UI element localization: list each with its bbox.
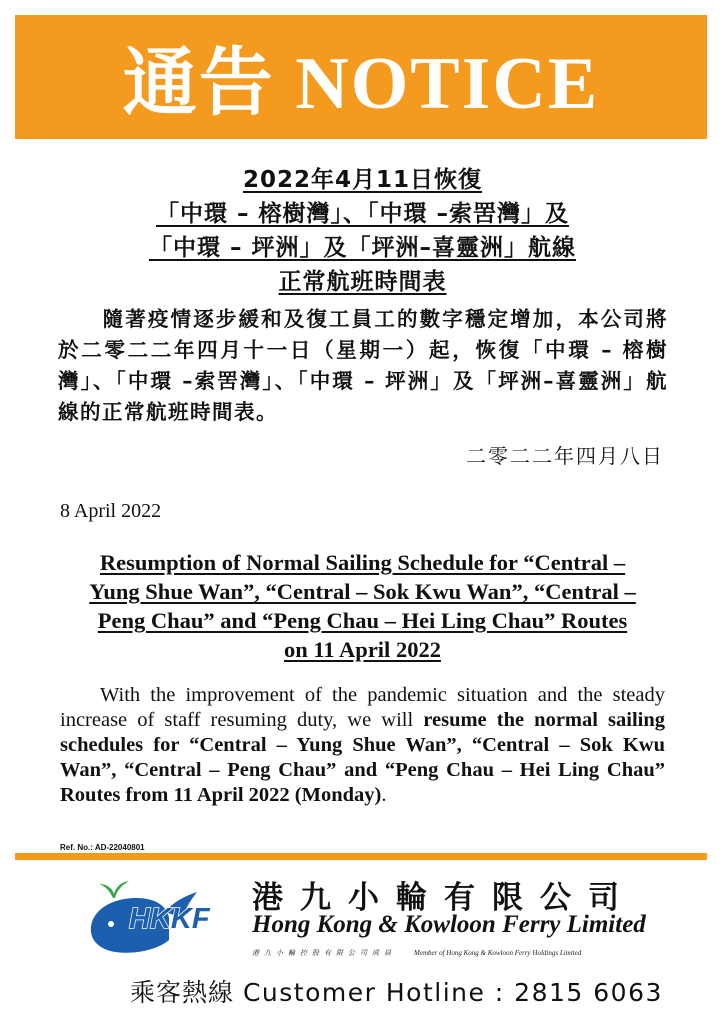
chinese-heading-line: 「中環 – 榕樹灣」、「中環 –索罟灣」及	[155, 201, 570, 227]
water-spout-icon	[99, 881, 129, 898]
member-text-chinese: 港九小輪控股有限公司成員	[252, 949, 396, 957]
hotline-label-english: Customer Hotline : 2815 6063	[242, 978, 663, 1007]
chinese-heading-line: 正常航班時間表	[278, 269, 447, 295]
member-text-english: Member of Hong Kong & Kowloon Ferry Holdings Limited	[414, 949, 582, 957]
chinese-body	[58, 304, 668, 428]
chinese-heading-line: 「中環 – 坪洲」及「坪洲–喜靈洲」航線	[148, 235, 576, 261]
chinese-heading-line: 2022年4月11日恢復	[242, 167, 483, 193]
english-date: 8 April 2022	[60, 500, 162, 522]
hkkf-logo	[85, 878, 235, 958]
english-heading	[55, 548, 670, 664]
reference-number: Ref. No.: AD-22040801	[60, 843, 145, 852]
logo-text: HKKF	[129, 903, 210, 935]
notice-banner	[15, 15, 707, 139]
english-body-bold: resume the normal sailing schedules for “Central – Yung Shue Wan”, “Central – Sok Kwu Wan”, “Central – Peng Chau” and “Peng Chau – Hei Ling Chau” Routes from 11 April 2022 (Monday)	[60, 709, 665, 806]
english-body	[60, 683, 665, 808]
chinese-date: 二零二二年四月八日	[466, 444, 664, 468]
english-heading-line: Peng Chau” and “Peng Chau – Hei Ling Chau” Routes	[97, 608, 628, 633]
whale-eye	[108, 921, 114, 927]
english-body-regular: With the improvement of the pandemic situation and the steady increase of staff resuming duty, we will	[60, 684, 665, 731]
customer-hotline	[130, 973, 663, 1009]
chinese-heading	[40, 163, 685, 299]
hotline-label-chinese: 乘客熱線	[130, 978, 235, 1007]
company-name-english: Hong Kong & Kowloon Ferry Limited	[252, 911, 646, 938]
english-heading-line: on 11 April 2022	[284, 637, 441, 662]
english-heading-line: Yung Shue Wan”, “Central – Sok Kwu Wan”, “Central –	[89, 579, 636, 604]
company-name-chinese: 港九小輪有限公司	[252, 880, 636, 916]
chinese-body-text: 隨著疫情逐步緩和及復工員工的數字穩定增加，本公司將於二零二二年四月十一日（星期一）起，恢復「中環 – 榕樹灣」、「中環 –索罟灣」、「中環 – 坪洲」及「坪洲–喜靈洲」航線的正常航班時間表。	[58, 307, 668, 424]
banner-title: 通告 NOTICE	[122, 43, 600, 125]
english-heading-line: Resumption of Normal Sailing Schedule for “Central –	[99, 550, 626, 575]
english-body-end: .	[381, 784, 387, 806]
footer-divider	[15, 853, 707, 860]
member-line	[252, 948, 581, 958]
